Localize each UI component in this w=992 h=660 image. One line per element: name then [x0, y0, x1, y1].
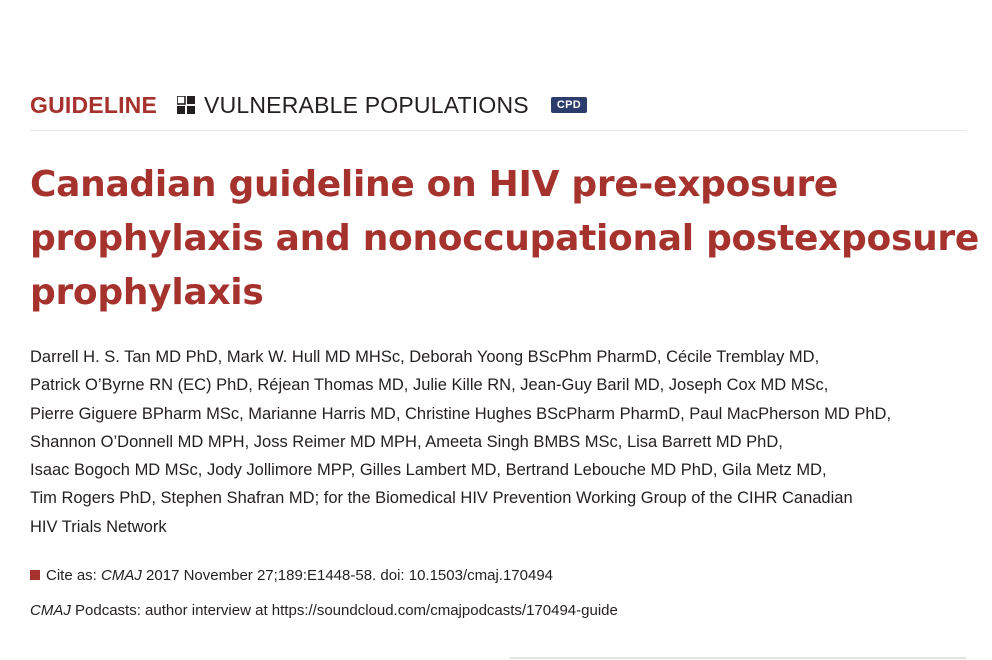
article-header [30, 88, 587, 122]
cite-prefix: Cite as: [46, 567, 97, 584]
podcast-line [30, 600, 618, 622]
author-line: Tim Rogers PhD, Stephen Shafran MD; for the Biomedical HIV Prevention Working Group of the CIHR Canadian [30, 489, 853, 508]
section-label: GUIDELINE [30, 91, 158, 118]
bottom-divider [510, 657, 966, 659]
cpd-badge[interactable]: CPD [551, 97, 587, 113]
article-title: Canadian guideline on HIV pre-exposure prophylaxis and nonoccupational postexposure prophylaxis [30, 164, 979, 313]
square-bullet-icon [30, 570, 40, 580]
author-line: HIV Trials Network [30, 517, 167, 536]
author-line: Pierre Giguere BPharm MSc, Marianne Harris MD, Christine Hughes BScPharm PharmD, Paul MacPherson MD PhD, [30, 404, 892, 423]
podcast-link[interactable]: https://soundcloud.com/cmajpodcasts/170494-guide [271, 602, 618, 619]
journal-name: CMAJ [30, 602, 71, 619]
header-divider [30, 130, 966, 131]
cite-details: 2017 November 27;189:E1448-58. doi: 10.1503/cmaj.170494 [146, 567, 554, 584]
author-line: Patrick O’Byrne RN (EC) PhD, Réjean Thomas MD, Julie Kille RN, Jean-Guy Baril MD, Joseph Cox MD MSc, [30, 376, 829, 395]
four-square-grid-icon [177, 96, 195, 114]
author-line: Darrell H. S. Tan MD PhD, Mark W. Hull MD MHSc, Deborah Yoong BScPhm PharmD, Cécile Tremblay MD, [30, 348, 820, 366]
author-line: Isaac Bogoch MD MSc, Jody Jollimore MPP, Gilles Lambert MD, Bertrand Lebouche MD PhD, Gila Metz MD, [30, 461, 827, 480]
citation [30, 565, 553, 587]
podcast-text: Podcasts: author interview at [75, 602, 268, 619]
category-label: VULNERABLE POPULATIONS [204, 91, 529, 118]
author-list [30, 343, 975, 541]
journal-name: CMAJ [101, 567, 142, 584]
author-line: Shannon O’Donnell MD MPH, Joss Reimer MD MPH, Ameeta Singh BMBS MSc, Lisa Barrett MD PhD, [30, 432, 783, 451]
